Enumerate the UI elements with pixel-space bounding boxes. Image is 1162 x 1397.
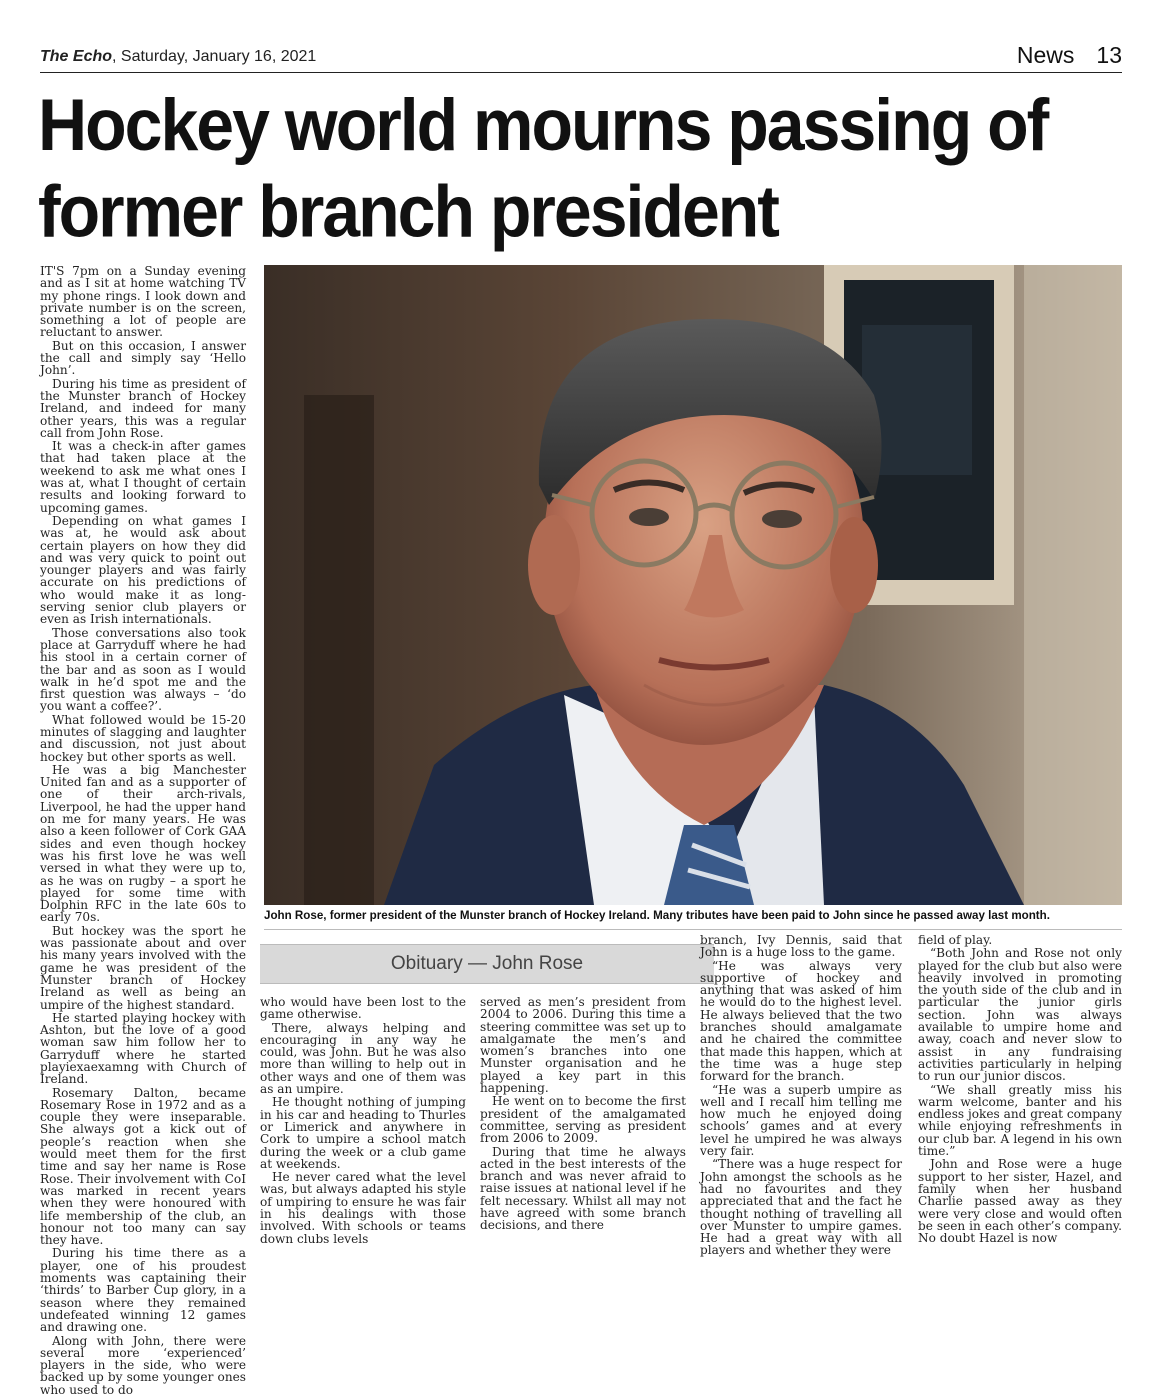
article-paragraph: During his time there as a player, one of his proudest moments was captaining their ‘thirds’ to Barber Cup glory, in a season where they remained undefeated winning 12 games and drawing one. bbox=[40, 1246, 246, 1335]
caption-divider bbox=[264, 929, 1122, 930]
portrait-illustration bbox=[264, 265, 1122, 905]
article-paragraph: field of play. bbox=[918, 933, 993, 947]
article-paragraph: There, always helping and encouraging in any way he could, was John. But he was also more than willing to help out in other ways and one of them was as an umpire. bbox=[260, 1020, 466, 1097]
article-paragraph: He thought nothing of jumping in his car and heading to Thurles or Limerick and anywhere in Cork to umpire a school match during the week or a club game at weekends. bbox=[260, 1095, 466, 1171]
article-paragraph: who would have been lost to the game otherwise. bbox=[260, 995, 466, 1022]
section-label: Obituary — John Rose bbox=[260, 944, 714, 984]
article-paragraph: Along with John, there were several more ‘experienced’ players in the side, who were backed up by some younger ones who used to do bbox=[40, 1333, 246, 1397]
article-paragraph: He was a big Manchester United fan and as a supporter of one of their arch-rivals, Liverpool, he had the upper hand on me for many years. He was also a keen follower of Cork GAA sides and even though hockey was his first love he was well versed in what they were up to, as he was on rugby – a sport he played for some time with Dolphin RFC in the late 60s to early 70s. bbox=[40, 762, 246, 925]
article-paragraph: “There was a huge respect for John amongst the schools as he had no favourites and they appreciated that and the fact he thought nothing of travelling all over Munster to umpire games. He had a great way with all players and whether they were bbox=[700, 1157, 902, 1258]
article-paragraph: John and Rose were a huge support to her sister, Hazel, and family when her husband Charlie passed away as they were very close and would often be seen in each other’s company. No doubt Hazel is now bbox=[918, 1157, 1122, 1246]
article-paragraph: “He was always very supportive of hockey and anything that was asked of him he would do to the highest level. He always believed that the two branches should amalgamate and he chaired the committee that made this happen, which at the time was a huge step forward for the branch. bbox=[700, 958, 902, 1084]
article-paragraph: “We shall greatly miss his warm welcome, banter and his endless jokes and great company while enjoying refreshments in our club bar. A legend in his own time.” bbox=[918, 1082, 1122, 1159]
article-paragraph: Rosemary Dalton, became Rosemary Rose in 1972 and as a couple they were inseparable. She always got a kick out of people’s reaction when she would meet them for the first time and say her name is Rose Rose. Their involvement with CoI was marked in recent years when they were honoured with life membership of the club, an honour not too many can say they have. bbox=[40, 1085, 246, 1248]
section-page bbox=[1017, 42, 1122, 69]
article-paragraph: served as men’s president from 2004 to 2006. During this time a steering committee was set up to amalgamate the men’s and women’s branches into one Munster organisation and he played a key part in this happening. bbox=[480, 995, 686, 1096]
article-paragraph: “He was a superb umpire as well and I recall him telling me how much he enjoyed doing schools’ games and at every level he umpired he was always very fair. bbox=[700, 1082, 902, 1159]
article-paragraph: During that time he always acted in the best interests of the branch and was never afraid to raise issues at national level if he felt necessary. Whilst all may not have agreed with some branch decisions, and there bbox=[480, 1144, 686, 1233]
portrait-photo bbox=[264, 265, 1122, 905]
article-paragraph: He went on to become the first president of the amalgamated committee, serving as president from 2006 to 2009. bbox=[480, 1094, 686, 1146]
article-paragraph: “Both John and Rose not only played for the club but also were heavily involved in promoting the youth side of the club and in particular the junior girls section. John was always available to umpire home and away, coach and never slow to assist in any fundraising activities particularly in helping to run our junior discos. bbox=[918, 946, 1122, 1084]
article-paragraph: It was a check-in after games that had taken place at the weekend to ask me what ones I was at, what I thought of certain results and looking forward to upcoming games. bbox=[40, 439, 246, 515]
article-column-5 bbox=[918, 933, 1122, 1246]
headline: Hockey world mourns passing of former branch president bbox=[38, 84, 1048, 253]
page-number: 13 bbox=[1096, 42, 1122, 68]
article-column-3 bbox=[480, 995, 686, 1233]
issue-date: , Saturday, January 16, 2021 bbox=[112, 48, 317, 65]
article-column-4 bbox=[700, 933, 902, 1258]
masthead-dateline bbox=[40, 48, 316, 66]
article-column-2 bbox=[260, 995, 466, 1246]
article-paragraph: Those conversations also took place at Garryduff where he had his stool in a certain corner of the bar and as soon as I would walk in he’d spot me and the first question was always – ‘do you want a coffee?’. bbox=[40, 625, 246, 714]
article-paragraph: He started playing hockey with Ashton, but the love of a good woman saw him follow her to Garryduff where he started playiexaexamng with Church of Ireland. bbox=[40, 1010, 246, 1087]
article-column-1 bbox=[40, 264, 246, 1397]
masthead bbox=[40, 44, 1122, 73]
article-paragraph: IT'S 7pm on a Sunday evening and as I sit at home watching TV my phone rings. I look down and private number is on the screen, something a lot of people are reluctant to answer. bbox=[40, 264, 246, 340]
photo-caption: John Rose, former president of the Munster branch of Hockey Ireland. Many tributes have been paid to John since he passed away last month. bbox=[264, 909, 1050, 922]
article-paragraph: What followed would be 15-20 minutes of slagging and laughter and discussion, not just about hockey but other sports as well. bbox=[40, 712, 246, 764]
article-paragraph: He never cared what the level was, but always adapted his style of umpiring to ensure he was fair in his dealings with those involved. With schools or teams down clubs levels bbox=[260, 1170, 466, 1246]
article-paragraph: branch, Ivy Dennis, said that John is a huge loss to the game. bbox=[700, 933, 902, 960]
article-paragraph: Depending on what games I was at, he would ask about certain players on how they did and was very quick to point out younger players and was fairly accurate on his predictions of who would make it as long-serving senior club players or even as Irish internationals. bbox=[40, 513, 246, 627]
publication-name: The Echo bbox=[40, 48, 113, 65]
section-name: News bbox=[1016, 42, 1075, 68]
article-paragraph: But on this occasion, I answer the call and simply say ‘Hello John’. bbox=[40, 338, 246, 378]
article-paragraph: But hockey was the sport he was passionate about and over his many years involved with the game he was president of the Munster branch of Hockey Ireland as well as being an umpire of the highest standard. bbox=[40, 923, 246, 1012]
article-paragraph: During his time as president of the Munster branch of Hockey Ireland, and indeed for many other years, this was a regular call from John Rose. bbox=[40, 376, 246, 440]
